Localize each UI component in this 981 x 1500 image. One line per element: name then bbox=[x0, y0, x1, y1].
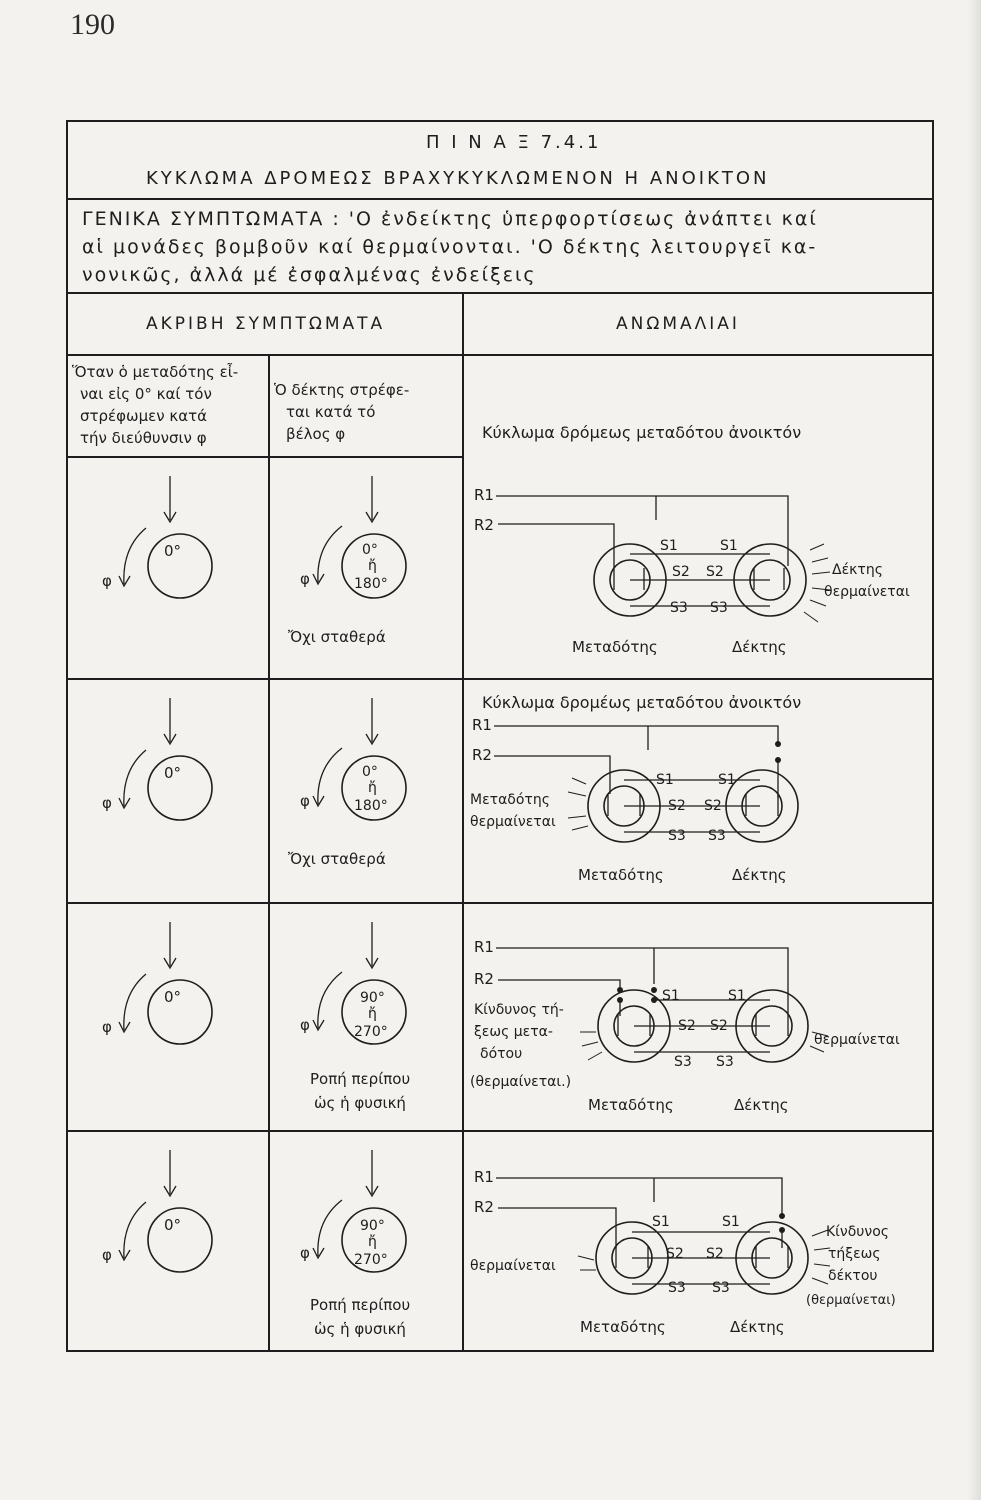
row-1-anomaly-title: Κύκλωμα δρόμεως μεταδότου ἀνοικτόν bbox=[482, 423, 802, 442]
row-2-s3-right: S3 bbox=[708, 828, 726, 844]
row-3-r2: R2 bbox=[474, 970, 494, 988]
row-1-transmitter-phi: φ bbox=[102, 572, 112, 590]
row-2-transmitter-figure bbox=[68, 680, 264, 902]
row-2-receiver-angle-or: ἤ bbox=[368, 780, 377, 796]
row-1-anomaly-figure bbox=[464, 423, 932, 678]
row-4-transmitter-phi: φ bbox=[102, 1246, 112, 1264]
row-3-r1: R1 bbox=[474, 938, 494, 956]
row-1-r1: R1 bbox=[474, 486, 494, 504]
row-4-transmitter-angle: 0° bbox=[164, 1216, 182, 1234]
row-2-caption-left: Μεταδότης bbox=[578, 866, 664, 884]
row-1-s2-left: S2 bbox=[672, 564, 690, 580]
row-3-right-label-1: θερμαίνεται bbox=[814, 1032, 900, 1048]
row-3-receiver-angle-or: ἤ bbox=[368, 1006, 377, 1022]
row-1-caption-right: Δέκτης bbox=[732, 638, 787, 656]
row-3-left-label-4: (θερμαίνεται.) bbox=[470, 1074, 572, 1090]
page-number: 190 bbox=[70, 8, 115, 41]
row-4-s3-left: S3 bbox=[668, 1280, 686, 1296]
row-3-s2-right: S2 bbox=[710, 1018, 728, 1034]
row-4-right-label-1: Κίνδυνος bbox=[826, 1224, 890, 1240]
row-1-s3-right: S3 bbox=[710, 600, 728, 616]
row-2-r2: R2 bbox=[472, 746, 492, 764]
row-2-receiver-angle-bottom: 180° bbox=[354, 798, 388, 814]
row-3-left-label-2: ξεως μετα- bbox=[474, 1024, 553, 1040]
header-exact-symptoms: ΑΚΡΙΒΗ ΣΥΜΠΤΩΜΑΤΑ bbox=[146, 314, 386, 334]
row-4-left-label-1: θερμαίνεται bbox=[470, 1258, 556, 1274]
row-4-transmitter-figure bbox=[68, 1132, 264, 1352]
row-3-receiver-note-2: ὡς ἡ φυσική bbox=[314, 1094, 406, 1112]
row-3-transmitter-phi: φ bbox=[102, 1018, 112, 1036]
row-4-right-label-4: (θερμαίνεται) bbox=[806, 1293, 896, 1308]
row-3-s3-left: S3 bbox=[674, 1054, 692, 1070]
row-4-s2-left: S2 bbox=[666, 1246, 684, 1262]
row-3-receiver-note-1: Ροπή περίπου bbox=[310, 1070, 411, 1088]
row-2-receiver-note-1: Ὄχι σταθερά bbox=[288, 850, 386, 868]
row-2-s2-left: S2 bbox=[668, 798, 686, 814]
row-1-receiver-phi: φ bbox=[300, 570, 310, 588]
row-2-s1-right: S1 bbox=[718, 772, 736, 788]
row-2-transmitter-angle: 0° bbox=[164, 764, 182, 782]
row-4-anomaly-figure bbox=[464, 1132, 932, 1352]
row-3-caption-left: Μεταδότης bbox=[588, 1096, 674, 1114]
row-3-s3-right: S3 bbox=[716, 1054, 734, 1070]
row-1-receiver-angle-or: ἤ bbox=[368, 558, 377, 574]
row-3-receiver-phi: φ bbox=[300, 1016, 310, 1034]
row-3-receiver-angle-bottom: 270° bbox=[354, 1024, 388, 1040]
general-symptoms-line-2: αἱ μονάδες βομβοῦν καί θερμαίνονται. 'Ο δέκτης λειτουργεῖ κα- bbox=[82, 236, 818, 258]
row-4-right-label-3: δέκτου bbox=[828, 1268, 878, 1284]
row-4-s1-left: S1 bbox=[652, 1214, 670, 1230]
row-4-caption-left: Μεταδότης bbox=[580, 1318, 666, 1336]
row-1-receiver-note-1: Ὄχι σταθερά bbox=[288, 628, 386, 646]
row-1-right-label-2: θερμαίνεται bbox=[824, 584, 910, 600]
row-1-s2-right: S2 bbox=[706, 564, 724, 580]
row-4-caption-right: Δέκτης bbox=[730, 1318, 785, 1336]
row-2-receiver-phi: φ bbox=[300, 792, 310, 810]
row-1-receiver-angle-bottom: 180° bbox=[354, 576, 388, 592]
row-2-receiver-angle-top: 0° bbox=[362, 764, 378, 780]
subheader-col2-line-3: βέλος φ bbox=[286, 425, 346, 443]
row-4-s3-right: S3 bbox=[712, 1280, 730, 1296]
row-1-s1-right: S1 bbox=[720, 538, 738, 554]
table-subtitle: ΚΥΚΛΩΜΑ ΔΡΟΜΕΩΣ ΒΡΑΧΥΚΥΚΛΩΜΕΝΟΝ Η ΑΝΟΙΚΤΟΝ bbox=[146, 168, 770, 189]
row-2-left-label-2: θερμαίνεται bbox=[470, 814, 556, 830]
general-symptoms-line-1: ΓΕΝΙΚΑ ΣΥΜΠΤΩΜΑΤΑ : 'Ο ἐνδείκτης ὑπερφορτίσεως ἀνάπτει καί bbox=[82, 208, 818, 230]
row-4-receiver-angle-or: ἤ bbox=[368, 1234, 377, 1250]
row-1-transmitter-angle: 0° bbox=[164, 542, 182, 560]
page-edge-shadow bbox=[967, 0, 981, 1500]
row-1-caption-left: Μεταδότης bbox=[572, 638, 658, 656]
row-4-receiver-note-2: ὡς ἡ φυσική bbox=[314, 1320, 406, 1338]
row-3-s1-right: S1 bbox=[728, 988, 746, 1004]
row-2-transmitter-phi: φ bbox=[102, 794, 112, 812]
row-4-receiver-phi: φ bbox=[300, 1244, 310, 1262]
row-3-left-label-1: Κίνδυνος τή- bbox=[474, 1002, 564, 1018]
row-3-s2-left: S2 bbox=[678, 1018, 696, 1034]
rule-under-headers bbox=[66, 354, 934, 356]
row-1-r2: R2 bbox=[474, 516, 494, 534]
row-4-receiver-angle-bottom: 270° bbox=[354, 1252, 388, 1268]
row-3-receiver-angle-top: 90° bbox=[360, 990, 385, 1006]
row-4-receiver-note-1: Ροπή περίπου bbox=[310, 1296, 411, 1314]
row-3-transmitter-figure bbox=[68, 904, 264, 1130]
table-title: Π Ι Ν Α Ξ 7.4.1 bbox=[426, 132, 602, 153]
row-3-receiver-figure bbox=[270, 904, 466, 1130]
row-4-right-label-2: τήξεως bbox=[828, 1246, 881, 1262]
row-4-s1-right: S1 bbox=[722, 1214, 740, 1230]
subheader-col1-line-2: ναι εἰς 0° καί τόν bbox=[80, 385, 212, 403]
subheader-col1-line-1: Ὅταν ὁ μεταδότης εἶ- bbox=[72, 363, 239, 381]
subheader-col1-line-3: στρέφωμεν κατά bbox=[80, 407, 208, 425]
row-4-r2: R2 bbox=[474, 1198, 494, 1216]
row-2-anomaly-title: Κύκλωμα δρομέως μεταδότου ἀνοικτόν bbox=[482, 693, 802, 712]
header-anomalies: ΑΝΩΜΑΛΙΑΙ bbox=[616, 314, 740, 334]
general-symptoms-line-3: νονικῶς, ἀλλά μέ ἐσφαλμένας ἐνδείξεις bbox=[82, 264, 537, 286]
subheader-col2-line-2: ται κατά τό bbox=[286, 403, 376, 421]
row-1-right-label-1: Δέκτης bbox=[832, 562, 883, 578]
row-4-receiver-figure bbox=[270, 1132, 466, 1352]
row-2-r1: R1 bbox=[472, 716, 492, 734]
row-3-caption-right: Δέκτης bbox=[734, 1096, 789, 1114]
row-1-receiver-angle-top: 0° bbox=[362, 542, 378, 558]
row-2-s2-right: S2 bbox=[704, 798, 722, 814]
row-4-r1: R1 bbox=[474, 1168, 494, 1186]
row-3-anomaly-figure bbox=[464, 904, 932, 1130]
row-1-receiver-figure bbox=[270, 458, 466, 678]
rule-under-general bbox=[66, 292, 934, 294]
row-2-caption-right: Δέκτης bbox=[732, 866, 787, 884]
row-2-anomaly-figure bbox=[464, 680, 932, 902]
row-4-receiver-angle-top: 90° bbox=[360, 1218, 385, 1234]
subheader-col2-line-1: Ὁ δέκτης στρέφε- bbox=[274, 381, 410, 399]
row-1-s3-left: S3 bbox=[670, 600, 688, 616]
row-4-s2-right: S2 bbox=[706, 1246, 724, 1262]
row-3-s1-left: S1 bbox=[662, 988, 680, 1004]
row-1-transmitter-figure bbox=[68, 458, 264, 678]
row-3-left-label-3: δότου bbox=[480, 1046, 523, 1062]
row-2-left-label-1: Μεταδότης bbox=[470, 792, 550, 808]
row-3-transmitter-angle: 0° bbox=[164, 988, 182, 1006]
row-1-s1-left: S1 bbox=[660, 538, 678, 554]
row-2-receiver-figure bbox=[270, 680, 466, 902]
rule-under-title bbox=[66, 198, 934, 200]
row-2-s3-left: S3 bbox=[668, 828, 686, 844]
subheader-col1-line-4: τήν διεύθυνσιν φ bbox=[80, 429, 207, 447]
row-2-s1-left: S1 bbox=[656, 772, 674, 788]
